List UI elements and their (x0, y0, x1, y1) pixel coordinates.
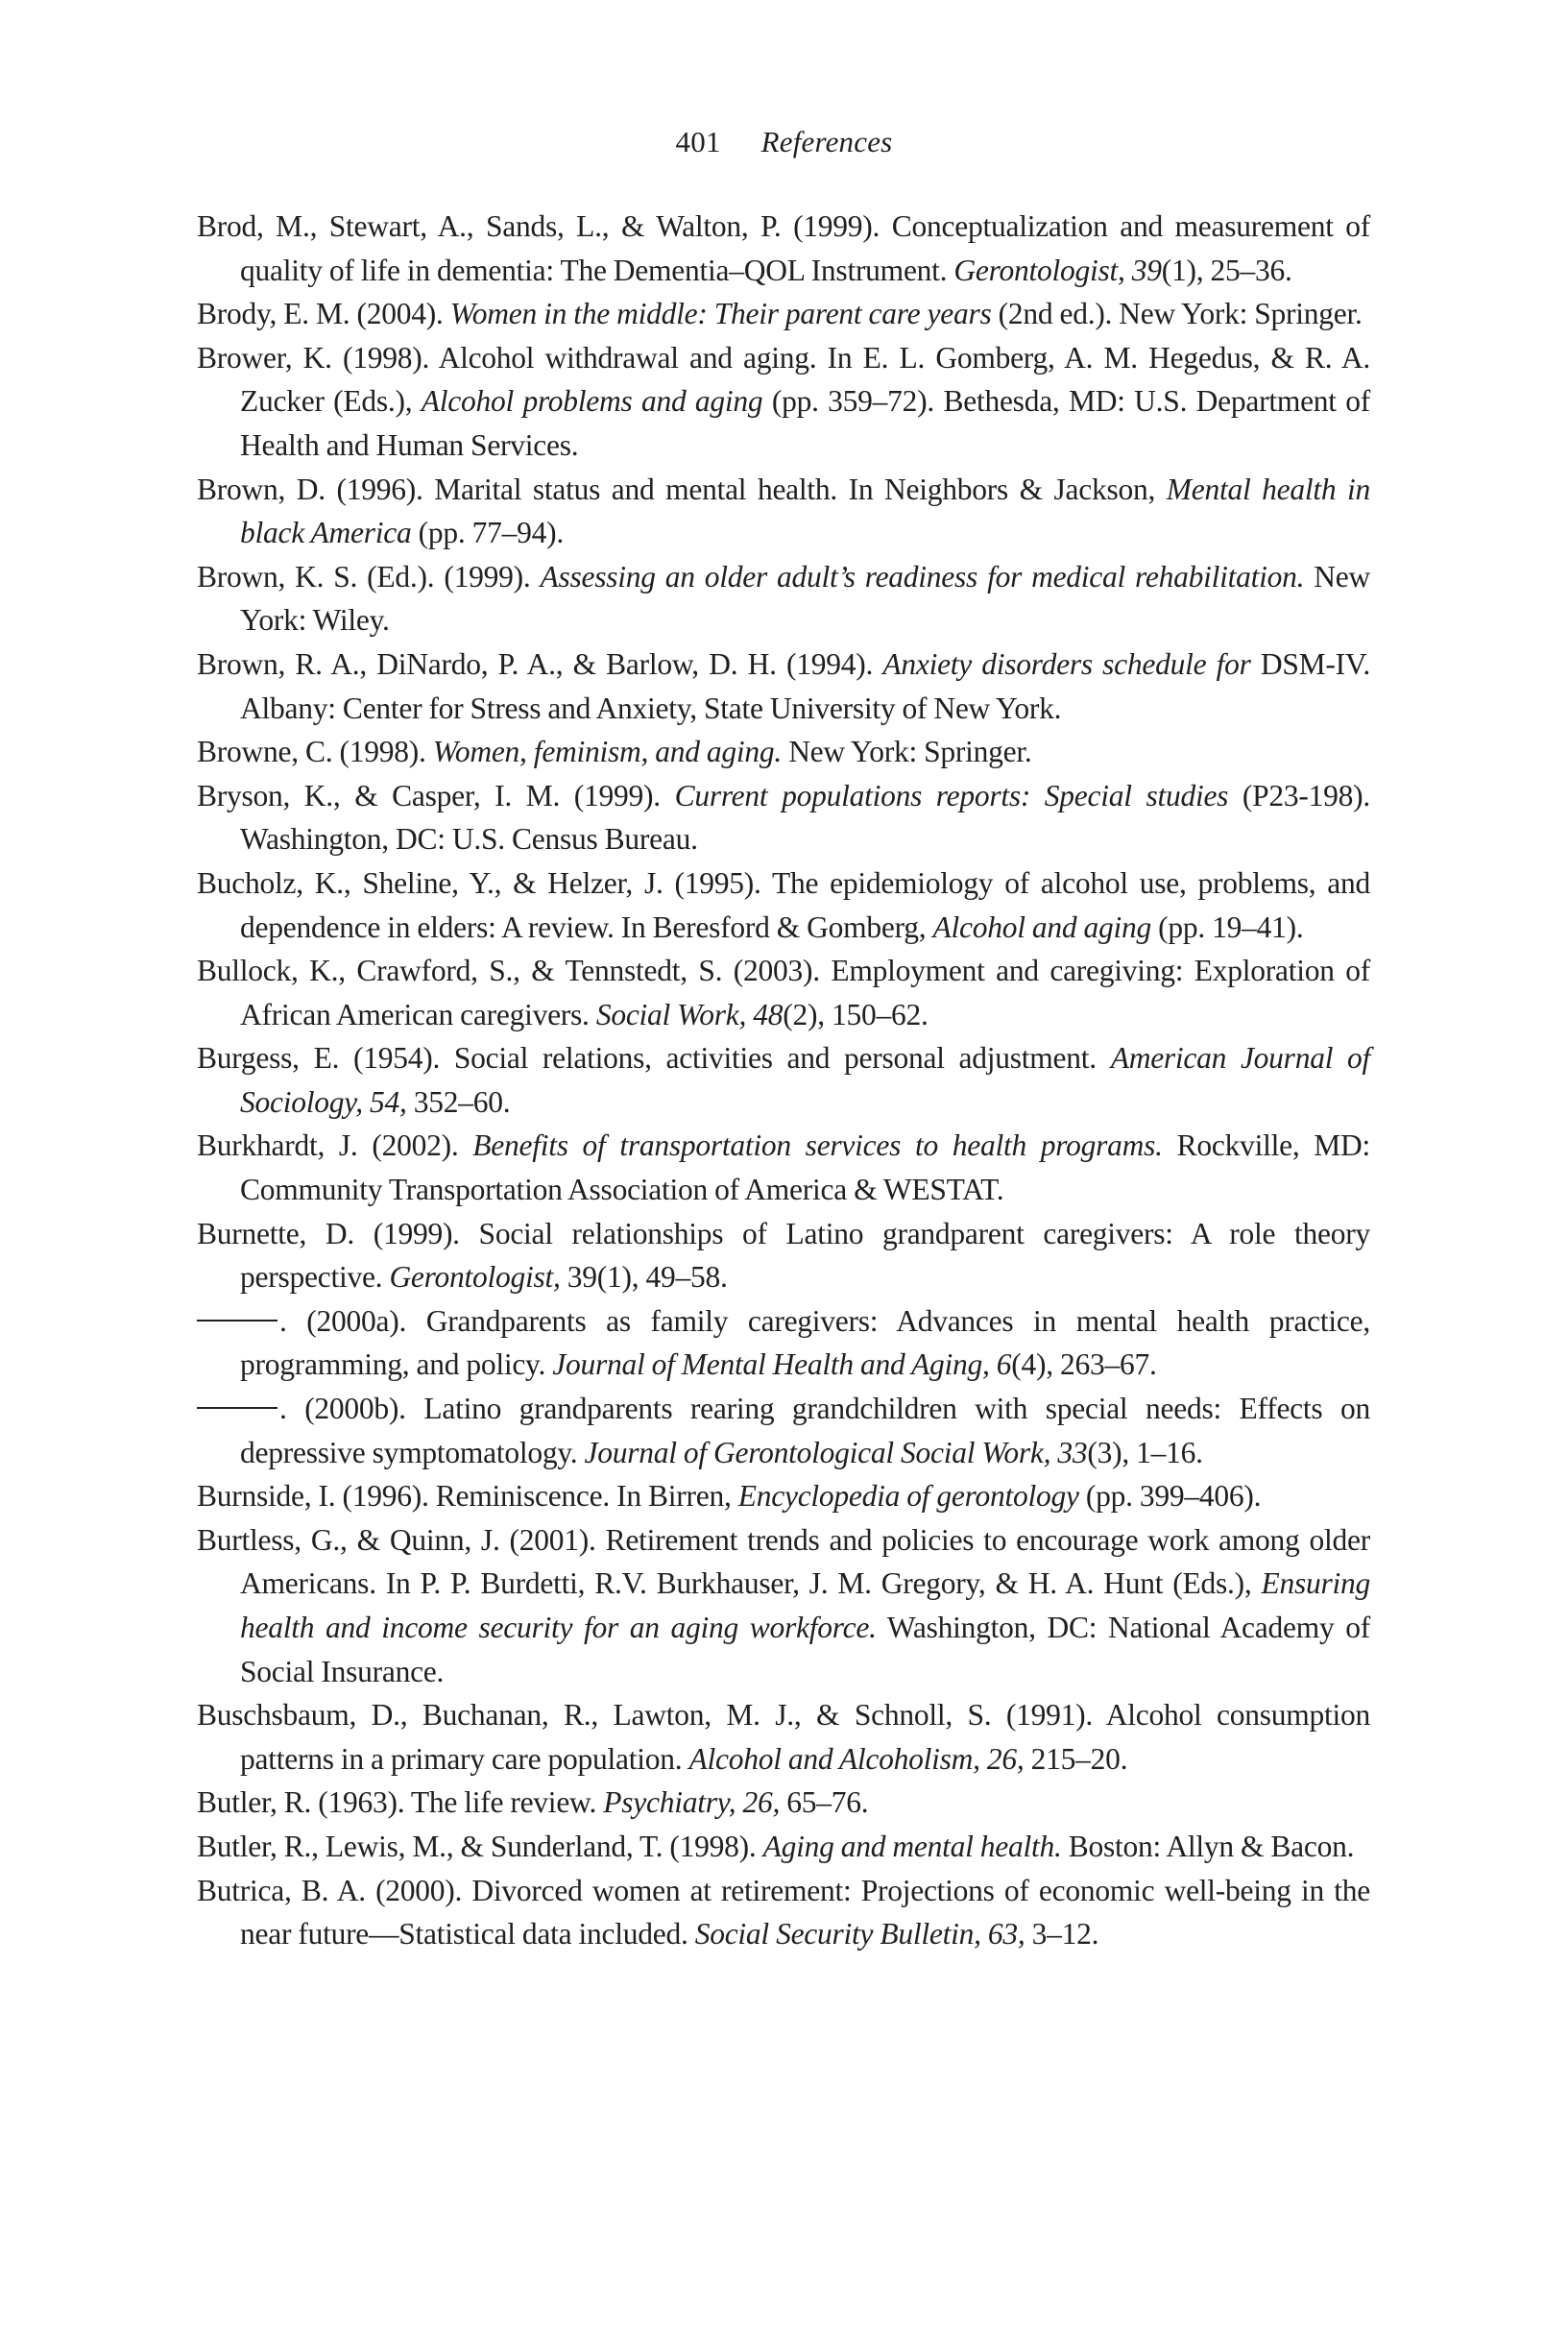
reference-entry: Burkhardt, J. (2002). Benefits of transportation services to health programs. Rockville, MD: Community Transportation Association of America & WESTAT. (197, 1128, 1371, 1207)
page-number: 401 (675, 125, 721, 158)
section-title: References (760, 125, 893, 158)
reference-entry: Burnside, I. (1996). Reminiscence. In Birren, Encyclopedia of gerontology (pp. 399–406). (197, 1479, 1262, 1514)
reference-entry: . (2000b). Latino grandparents rearing grandchildren with special needs: Effects on depressive symptomatology. Journal of Gerontological Social Work, 33(3), 1–16. (197, 1387, 1370, 1474)
reference-entry: Burnette, D. (1999). Social relationships of Latino grandparent caregivers: A role theory perspective. Gerontologist, 39(1), 49–58. (197, 1216, 1370, 1295)
reference-entry: Butler, R. (1963). The life review. Psychiatry, 26, 65–76. (197, 1785, 869, 1820)
reference-entry: Brown, D. (1996). Marital status and mental health. In Neighbors & Jackson, Mental health in black America (pp. 77–94). (197, 472, 1370, 550)
reference-entry: . (2000a). Grandparents as family caregivers: Advances in mental health practice, programming, and policy. Journal of Mental Health and Aging, 6(4), 263–67. (197, 1299, 1370, 1387)
reference-entry: Brown, R. A., DiNardo, P. A., & Barlow, D. H. (1994). Anxiety disorders schedule for DSM-IV. Albany: Center for Stress and Anxiety, State University of New York. (197, 646, 1370, 725)
reference-entry: Brower, K. (1998). Alcohol withdrawal and aging. In E. L. Gomberg, A. M. Hegedus, & R. A. Zucker (Eds.), Alcohol problems and aging (pp. 359–72). Bethesda, MD: U.S. Department of Health and Human Services. (197, 340, 1370, 462)
running-head (0, 123, 1568, 161)
reference-entry: Butler, R., Lewis, M., & Sunderland, T. (1998). Aging and mental health. Boston: Allyn & Bacon. (197, 1829, 1355, 1863)
reference-entry: Bryson, K., & Casper, I. M. (1999). Current populations reports: Special studies (P23-198). Washington, DC: U.S. Census Bureau. (197, 778, 1370, 857)
reference-list (197, 205, 1370, 1956)
reference-entry: Brown, K. S. (Ed.). (1999). Assessing an older adult’s readiness for medical rehabilitation. New York: Wiley. (197, 559, 1371, 638)
repeat-author-dash (197, 1320, 277, 1321)
repeat-author-dash (197, 1407, 277, 1409)
reference-entry: Brody, E. M. (2004). Women in the middle: Their parent care years (2nd ed.). New York: Springer. (197, 297, 1363, 331)
reference-entry: Buschsbaum, D., Buchanan, R., Lawton, M. J., & Schnoll, S. (1991). Alcohol consumption patterns in a primary care population. Alcohol and Alcoholism, 26, 215–20. (197, 1698, 1370, 1776)
reference-entry: Bullock, K., Crawford, S., & Tennstedt, S. (2003). Employment and caregiving: Exploration of African American caregivers. Social Work, 48(2), 150–62. (197, 954, 1370, 1031)
reference-entry: Butrica, B. A. (2000). Divorced women at retirement: Projections of economic well-being in the near future—Statistical data included. Social Security Bulletin, 63, 3–12. (197, 1873, 1370, 1952)
reference-entry: Burgess, E. (1954). Social relations, activities and personal adjustment. American Journal of Sociology, 54, 352–60. (197, 1041, 1370, 1119)
reference-entry: Browne, C. (1998). Women, feminism, and aging. New York: Springer. (197, 735, 1032, 769)
reference-entry: Brod, M., Stewart, A., Sands, L., & Walton, P. (1999). Conceptualization and measurement of quality of life in dementia: The Dementia–QOL Instrument. Gerontologist, 39(1), 25–36. (197, 209, 1370, 287)
reference-entry: Burtless, G., & Quinn, J. (2001). Retirement trends and policies to encourage work among older Americans. In P. P. Burdetti, R.V. Burkhauser, J. M. Gregory, & H. A. Hunt (Eds.), Ensuring health and income security for an aging workforce. Washington, DC: National Academy of Social Insurance. (197, 1522, 1370, 1688)
reference-entry: Bucholz, K., Sheline, Y., & Helzer, J. (1995). The epidemiology of alcohol use, problems, and dependence in elders: A review. In Beresford & Gomberg, Alcohol and aging (pp. 19–41). (197, 865, 1370, 944)
